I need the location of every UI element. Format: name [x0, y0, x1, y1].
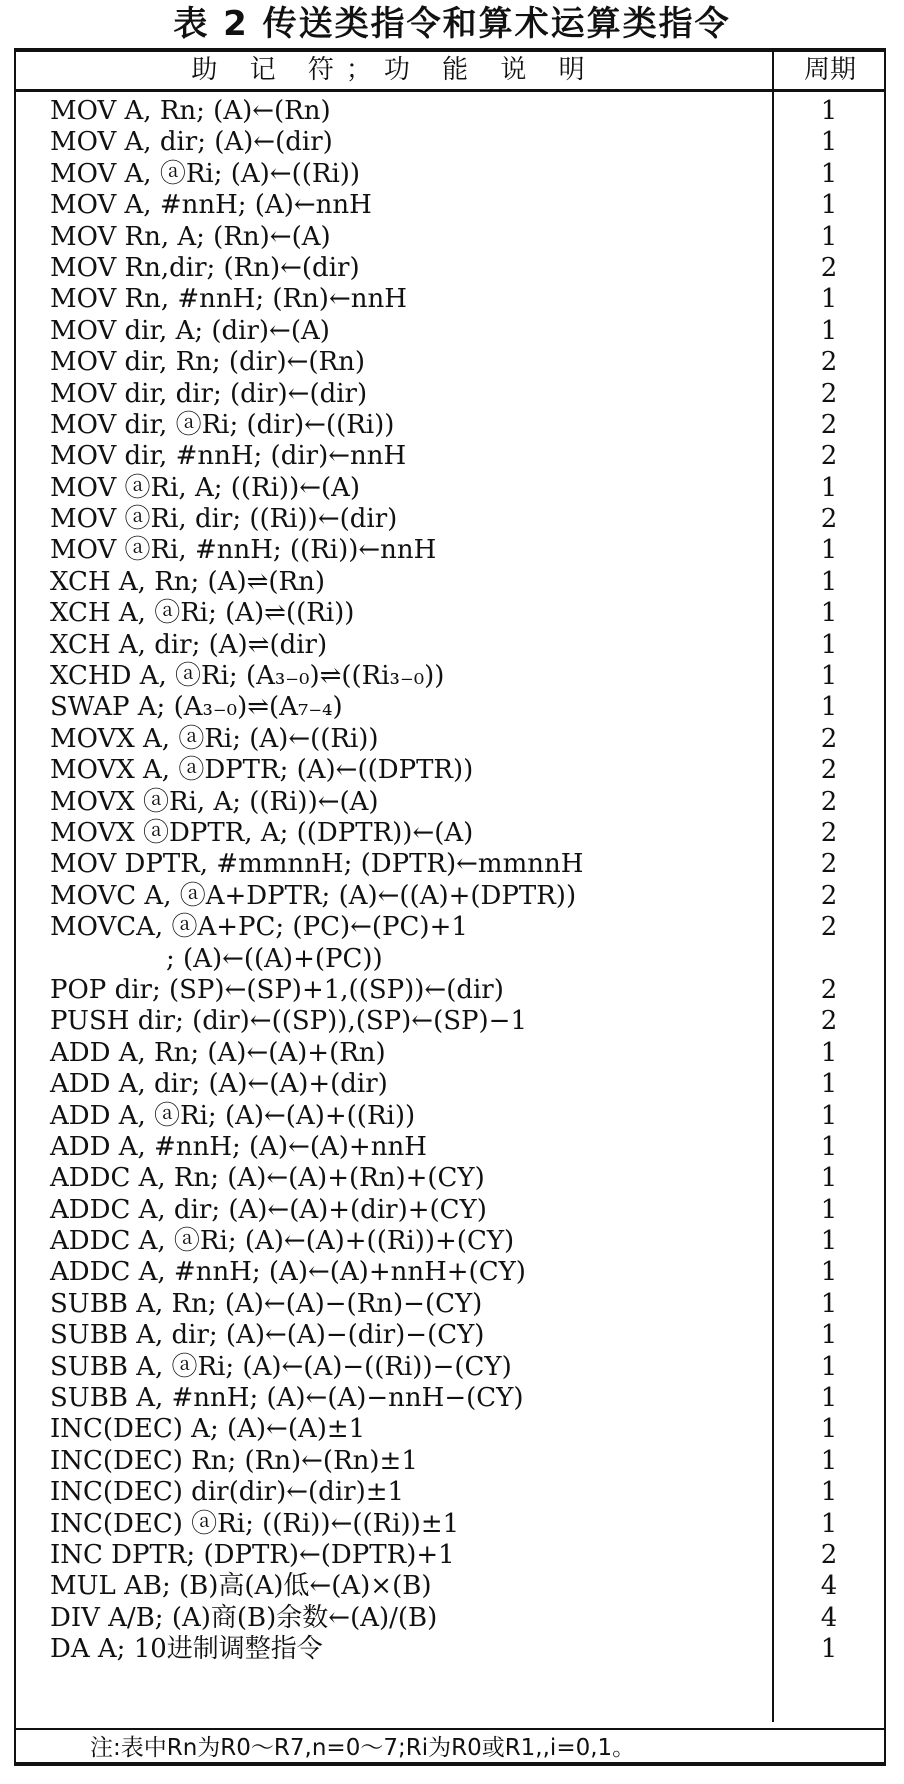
table-header — [16, 52, 884, 92]
instruction-text: MOV dir, A; (dir)←(A) — [50, 315, 330, 346]
table-row — [16, 96, 884, 127]
table-row — [16, 410, 884, 441]
instruction-text: MOVX A, ⓐRi; (A)←((Ri)) — [50, 723, 379, 754]
table-row — [16, 441, 884, 472]
cycle-value: 2 — [820, 912, 838, 943]
table-row — [16, 1603, 884, 1634]
table-row — [16, 849, 884, 880]
table-row — [16, 1257, 884, 1288]
cycle-value: 1 — [820, 629, 838, 660]
cycle-value: 1 — [820, 1100, 838, 1131]
cycle-value: 1 — [820, 472, 838, 503]
table-row — [16, 1006, 884, 1037]
cycle-value: 1 — [820, 1508, 838, 1539]
table-row — [16, 567, 884, 598]
table-row — [16, 1320, 884, 1351]
cycle-value: 4 — [820, 1571, 838, 1602]
cycle-value: 2 — [820, 1539, 838, 1570]
cycle-value: 1 — [820, 284, 838, 315]
table-row — [16, 787, 884, 818]
table-row — [16, 944, 884, 975]
instruction-table — [14, 48, 886, 1766]
instruction-text: MOV ⓐRi, A; ((Ri))←(A) — [50, 472, 361, 503]
instruction-text: ADDC A, ⓐRi; (A)←(A)+((Ri))+(CY) — [50, 1226, 515, 1257]
instruction-text: DIV A/B; (A)商(B)余数←(A)/(B) — [50, 1602, 438, 1633]
table-row — [16, 1163, 884, 1194]
table-row — [16, 1069, 884, 1100]
table-row — [16, 1571, 884, 1602]
instruction-text: ADDC A, dir; (A)←(A)+(dir)+(CY) — [50, 1194, 487, 1225]
cycle-value: 1 — [820, 1288, 838, 1319]
instruction-text: MOV A, Rn; (A)←(Rn) — [50, 96, 331, 126]
table-row — [16, 316, 884, 347]
instruction-text: MOV ⓐRi, #nnH; ((Ri))←nnH — [50, 535, 437, 566]
instruction-text: MOVX ⓐDPTR, A; ((DPTR))←(A) — [50, 817, 474, 848]
table-row — [16, 912, 884, 943]
instruction-text: ADD A, Rn; (A)←(A)+(Rn) — [50, 1037, 386, 1068]
table-row — [16, 1101, 884, 1132]
instruction-text: SUBB A, #nnH; (A)←(A)−nnH−(CY) — [50, 1383, 524, 1414]
header-mnemonic: 助 记 符；功 能 说 明 — [191, 55, 597, 85]
table-row — [16, 1540, 884, 1571]
instruction-text: INC(DEC) ⓐRi; ((Ri))←((Ri))±1 — [50, 1508, 460, 1539]
instruction-text: INC(DEC) Rn; (Rn)←(Rn)±1 — [50, 1445, 418, 1476]
instruction-text: INC(DEC) A; (A)←(A)±1 — [50, 1414, 366, 1445]
cycle-value: 1 — [820, 190, 838, 221]
table-row — [16, 284, 884, 315]
instruction-text: ADD A, ⓐRi; (A)←(A)+((Ri)) — [50, 1100, 416, 1131]
cycle-value: 2 — [820, 723, 838, 754]
instruction-text: ADDC A, Rn; (A)←(A)+(Rn)+(CY) — [50, 1163, 485, 1194]
instruction-text: MOVC A, ⓐA+DPTR; (A)←((A)+(DPTR)) — [50, 880, 577, 911]
cycle-value: 2 — [820, 347, 838, 378]
instruction-text: INC DPTR; (DPTR)←(DPTR)+1 — [50, 1539, 455, 1570]
cycle-value: 1 — [820, 566, 838, 597]
instruction-text: ADD A, dir; (A)←(A)+(dir) — [50, 1069, 388, 1100]
table-row — [16, 1634, 884, 1665]
header-cycle: 周期 — [803, 55, 856, 85]
cycle-value: 1 — [820, 1257, 838, 1288]
cycle-value: 1 — [820, 1477, 838, 1508]
table-row — [16, 1289, 884, 1320]
instruction-text: MUL AB; (B)高(A)低←(A)×(B) — [50, 1571, 432, 1602]
table-row — [16, 1383, 884, 1414]
cycle-value: 1 — [820, 158, 838, 189]
table-row — [16, 630, 884, 661]
cycle-value: 2 — [820, 880, 838, 911]
cycle-value: 1 — [820, 315, 838, 346]
instruction-text: MOV dir, ⓐRi; (dir)←((Ri)) — [50, 409, 395, 440]
instruction-text: SUBB A, Rn; (A)←(A)−(Rn)−(CY) — [50, 1288, 483, 1319]
instruction-text: ; (A)←((A)+(PC)) — [166, 943, 383, 974]
table-row — [16, 253, 884, 284]
cycle-value: 1 — [820, 1037, 838, 1068]
cycle-value: 1 — [820, 1194, 838, 1225]
table-row — [16, 379, 884, 410]
instruction-text: ADDC A, #nnH; (A)←(A)+nnH+(CY) — [50, 1257, 526, 1288]
cycle-value: 1 — [820, 1131, 838, 1162]
cycle-value: 1 — [820, 221, 838, 252]
cycle-value: 1 — [820, 1634, 838, 1665]
cycle-value: 1 — [820, 127, 838, 158]
table-body — [16, 96, 884, 1666]
instruction-text: MOV Rn,dir; (Rn)←(dir) — [50, 252, 360, 283]
table-title: 表 2 传送类指令和算术运算类指令 — [173, 4, 731, 44]
table-row — [16, 473, 884, 504]
table-row — [16, 1352, 884, 1383]
cycle-value: 1 — [820, 1351, 838, 1382]
table-row — [16, 535, 884, 566]
cycle-value: 1 — [820, 96, 838, 126]
table-footnote: 注:表中Rn为R0～R7,n=0～7;Ri为R0或R1,,i=0,1。 — [16, 1728, 884, 1766]
instruction-text: MOV dir, #nnH; (dir)←nnH — [50, 441, 407, 472]
table-row — [16, 1038, 884, 1069]
instruction-text: PUSH dir; (dir)←((SP)),(SP)←(SP)−1 — [50, 1006, 528, 1037]
instruction-text: MOV A, dir; (A)←(dir) — [50, 127, 333, 158]
instruction-text: MOVX ⓐRi, A; ((Ri))←(A) — [50, 786, 379, 817]
instruction-text: MOVCA, ⓐA+PC; (PC)←(PC)+1 — [50, 912, 468, 943]
table-row — [16, 222, 884, 253]
cycle-value: 1 — [820, 661, 838, 692]
table-row — [16, 598, 884, 629]
instruction-text: SUBB A, dir; (A)←(A)−(dir)−(CY) — [50, 1320, 485, 1351]
table-row — [16, 127, 884, 158]
instruction-text: DA A; 10进制调整指令 — [50, 1634, 323, 1665]
table-row — [16, 661, 884, 692]
instruction-text: XCH A, dir; (A)⇌(dir) — [50, 629, 328, 660]
cycle-value: 2 — [820, 409, 838, 440]
table-row — [16, 1226, 884, 1257]
cycle-value: 2 — [820, 817, 838, 848]
cycle-value: 2 — [820, 974, 838, 1005]
cycle-value: 1 — [820, 598, 838, 629]
cycle-value: 1 — [820, 1383, 838, 1414]
table-row — [16, 881, 884, 912]
instruction-text: XCH A, ⓐRi; (A)⇌((Ri)) — [50, 598, 355, 629]
cycle-value: 2 — [820, 786, 838, 817]
instruction-text: MOV DPTR, #mmnnH; (DPTR)←mmnnH — [50, 849, 584, 880]
table-row — [16, 724, 884, 755]
cycle-value: 1 — [820, 1069, 838, 1100]
instruction-text: MOV A, #nnH; (A)←nnH — [50, 190, 372, 221]
table-row — [16, 347, 884, 378]
cycle-value: 1 — [820, 535, 838, 566]
cycle-value: 1 — [820, 1414, 838, 1445]
table-row — [16, 975, 884, 1006]
table-row — [16, 504, 884, 535]
instruction-text: MOV Rn, #nnH; (Rn)←nnH — [50, 284, 407, 315]
cycle-value: 4 — [820, 1602, 838, 1633]
instruction-text: POP dir; (SP)←(SP)+1,((SP))←(dir) — [50, 974, 504, 1005]
table-row — [16, 1509, 884, 1540]
table-row — [16, 692, 884, 723]
cycle-value: 2 — [820, 755, 838, 786]
cycle-value: 2 — [820, 504, 838, 535]
instruction-text: ADD A, #nnH; (A)←(A)+nnH — [50, 1131, 427, 1162]
instruction-text: MOV A, ⓐRi; (A)←((Ri)) — [50, 158, 361, 189]
table-row — [16, 190, 884, 221]
instruction-text: MOV Rn, A; (Rn)←(A) — [50, 221, 331, 252]
table-row — [16, 159, 884, 190]
cycle-value: 1 — [820, 1445, 838, 1476]
table-row — [16, 1446, 884, 1477]
cycle-value: 2 — [820, 252, 838, 283]
cycle-value: 2 — [820, 378, 838, 409]
instruction-text: SUBB A, ⓐRi; (A)←(A)−((Ri))−(CY) — [50, 1351, 512, 1382]
instruction-text: XCHD A, ⓐRi; (A₃₋₀)⇌((Ri₃₋₀)) — [50, 661, 445, 692]
instruction-text: MOVX A, ⓐDPTR; (A)←((DPTR)) — [50, 755, 474, 786]
cycle-value: 2 — [820, 1006, 838, 1037]
cycle-value: 1 — [820, 1226, 838, 1257]
table-row — [16, 1195, 884, 1226]
cycle-value: 1 — [820, 1320, 838, 1351]
table-row — [16, 1477, 884, 1508]
table-row — [16, 755, 884, 786]
instruction-text: MOV ⓐRi, dir; ((Ri))←(dir) — [50, 504, 398, 535]
instruction-text: XCH A, Rn; (A)⇌(Rn) — [50, 566, 325, 597]
cycle-value: 1 — [820, 692, 838, 723]
instruction-text: INC(DEC) dir(dir)←(dir)±1 — [50, 1477, 405, 1508]
table-row — [16, 1414, 884, 1445]
instruction-text: MOV dir, Rn; (dir)←(Rn) — [50, 347, 365, 378]
table-row — [16, 818, 884, 849]
cycle-value: 1 — [820, 1163, 838, 1194]
cycle-value: 2 — [820, 849, 838, 880]
table-row — [16, 1132, 884, 1163]
cycle-value: 2 — [820, 441, 838, 472]
instruction-text: MOV dir, dir; (dir)←(dir) — [50, 378, 368, 409]
instruction-text: SWAP A; (A₃₋₀)⇌(A₇₋₄) — [50, 692, 343, 723]
